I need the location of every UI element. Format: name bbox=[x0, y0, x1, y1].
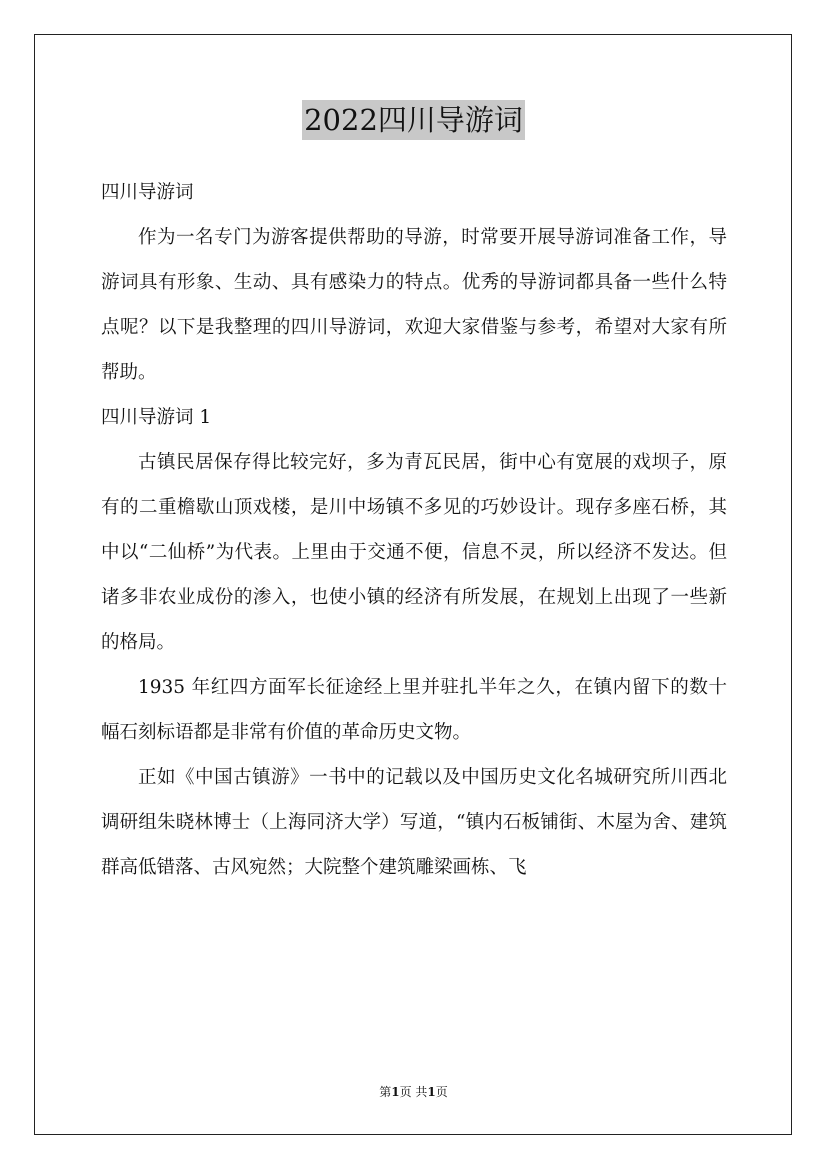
page-suffix: 页 bbox=[435, 1085, 448, 1099]
paragraph: 古镇民居保存得比较完好，多为青瓦民居，街中心有宽展的戏坝子，原有的二重檐歇山顶戏楼，是川中场镇不多见的巧妙设计。现存多座石桥，其中以“二仙桥”为代表。上里由于交通不便，信息不灵，所以经济不发达。但诸多非农业成份的渗入，也使小镇的经济有所发展，在规划上出现了一些新的格局。 bbox=[101, 452, 727, 653]
paragraph: 作为一名专门为游客提供帮助的导游，时常要开展导游词准备工作，导游词具有形象、生动、具有感染力的特点。优秀的导游词都具备一些什么特点呢？以下是我整理的四川导游词，欢迎大家借鉴与参考，希望对大家有所帮助。 bbox=[101, 227, 727, 383]
page-footer bbox=[0, 1084, 827, 1100]
title-container bbox=[0, 100, 827, 140]
page-mid: 页 共 bbox=[399, 1085, 428, 1099]
paragraph: 正如《中国古镇游》一书中的记载以及中国历史文化名城研究所川西北调研组朱晓林博士（上海同济大学）写道，“镇内石板铺街、木屋为舍、建筑群高低错落、古风宛然；大院整个建筑雕梁画栋、飞 bbox=[101, 767, 727, 878]
document-title: 2022四川导游词 bbox=[302, 100, 525, 140]
paragraph: 四川导游词 1 bbox=[101, 407, 212, 428]
paragraph: 1935 年红四方面军长征途经上里并驻扎半年之久，在镇内留下的数十幅石刻标语都是非常有价值的革命历史文物。 bbox=[101, 677, 727, 743]
paragraph: 四川导游词 bbox=[101, 182, 194, 203]
page-total: 1 bbox=[427, 1085, 436, 1099]
page-current: 1 bbox=[391, 1085, 400, 1099]
page-prefix: 第 bbox=[379, 1085, 392, 1099]
document-body bbox=[101, 170, 727, 890]
